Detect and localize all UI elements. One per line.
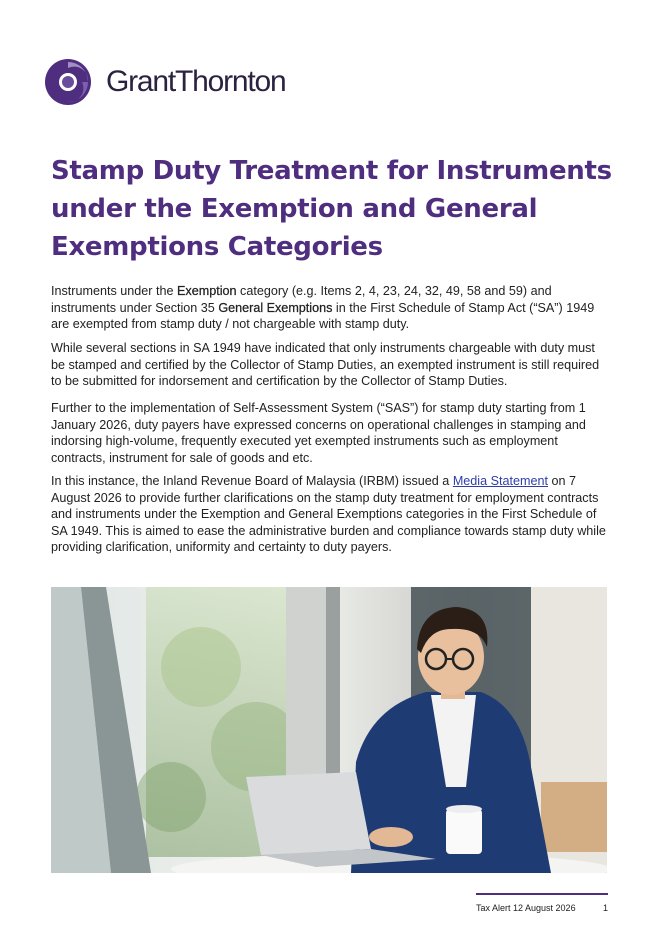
p1-text-e: in the First Schedule of Stamp Act (“SA”) 1949 are exempted from stamp duty / not chargeable with stamp duty. [51,300,595,331]
man-with-laptop-image [51,587,607,873]
brand-name: GrantThornton [106,65,286,98]
p1-text-a: Instruments under the [51,284,178,298]
p1-text-c: category (e.g. Items 2, 4, 23, 24, 32, 49, 58 and 59) and instruments under Section 35 [51,284,552,315]
p1-term-exemption: Exemption [177,284,237,298]
paragraph-exemption-intro [51,283,611,333]
paragraph-sas: Further to the implementation of Self-Assessment System (“SAS”) for stamp duty starting from 1 January 2026, duty payers have expressed concerns on operational challenges in stamping and indorsing high-volume, frequently executed yet exempted instruments such as employment contracts, instrument for sale of goods and etc. [51,401,586,465]
paragraph-indorsement: While several sections in SA 1949 have indicated that only instruments chargeable with duty must be stamped and certified by the Collector of Stamp Duties, an exempted instrument is still required to be submitted for indorsement and certification by the Collector of Stamp Duties. [51,341,600,388]
p4-text-b: on 7 August 2026 to provide further clarifications on the stamp duty treatment for employment contracts and instruments under the Exemption and General Exemptions categories in the First Schedule of SA 1949. This is aimed to ease the administrative burden and compliance towards stamp duty while providing clarification, uniformity and certainty to duty payers. [51,474,606,554]
footer-label: Tax Alert 12 August 2026 [476,903,576,913]
p4-text-a: In this instance, the Inland Revenue Board of Malaysia (IRBM) issued a [51,474,453,488]
brand-logo [44,58,286,106]
p1-term-general-exemptions: General Exemptions [218,300,333,315]
media-statement-link[interactable]: Media Statement [452,474,549,488]
grant-thornton-logo-icon [44,58,92,106]
office-photo [51,587,607,873]
footer [476,903,608,913]
page-title: Stamp Duty Treatment for Instruments under the Exemption and General Exemptions Categories [51,156,612,262]
paragraph-irbm-statement [51,473,611,556]
page-number: 1 [602,903,608,913]
footer-rule [476,893,608,895]
